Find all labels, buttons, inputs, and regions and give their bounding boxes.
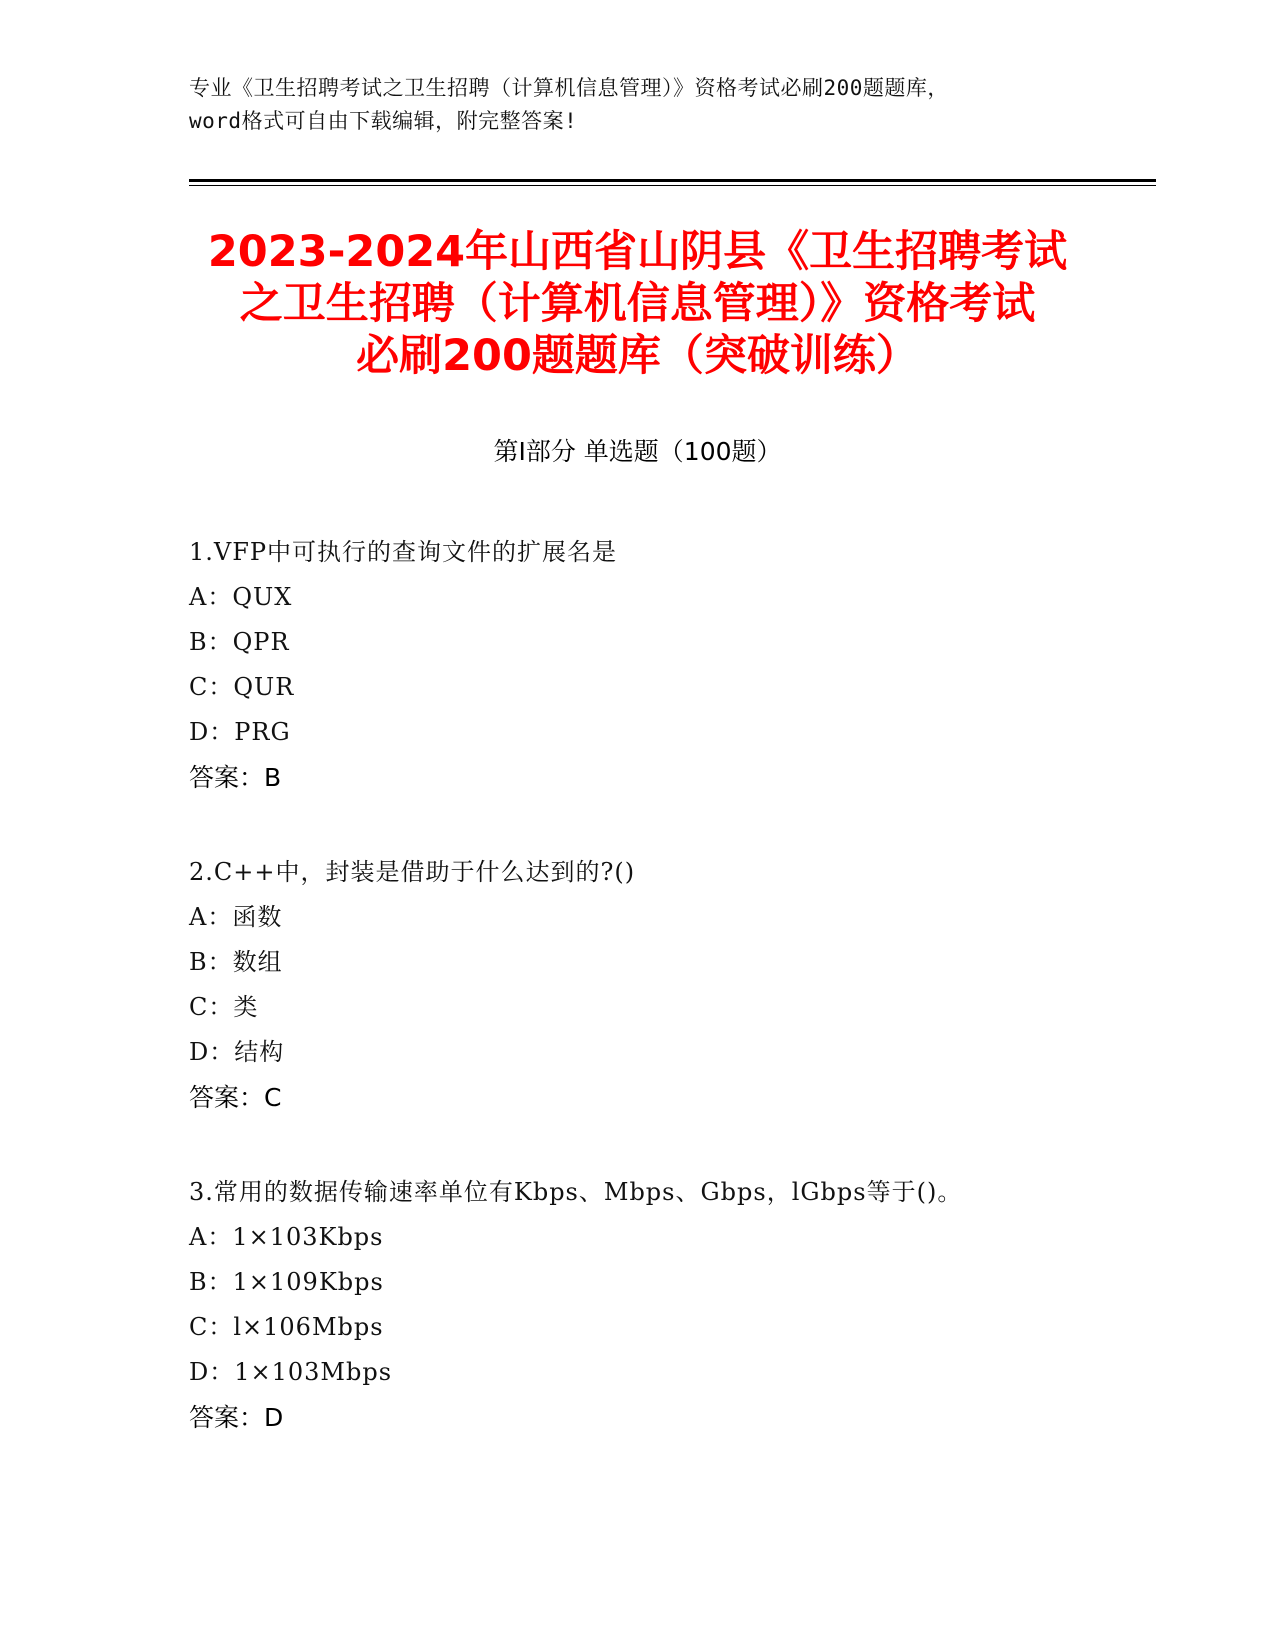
question-option-a: A：QUX: [189, 583, 293, 611]
header-note-line-2: word格式可自由下载编辑，附完整答案!: [189, 109, 578, 133]
question-option-d: D：结构: [189, 1038, 285, 1066]
section-heading: 第Ⅰ部分 单选题（100题）: [493, 437, 782, 466]
question-option-d: D：1×103Mbps: [189, 1358, 393, 1386]
header-divider-thin: [189, 185, 1156, 186]
question-option-d: D：PRG: [189, 718, 291, 746]
document-title: [160, 226, 1115, 382]
question-option-a: A：1×103Kbps: [189, 1223, 384, 1251]
question-item: [189, 530, 1149, 800]
question-option-b: B：QPR: [189, 628, 290, 656]
question-option-a: A：函数: [189, 903, 283, 931]
document-title-line-2: 之卫生招聘（计算机信息管理）》资格考试: [239, 279, 1036, 329]
question-item: [189, 850, 1149, 1120]
question-answer: 答案：D: [189, 1403, 284, 1432]
document-title-line-3: 必刷200题题库（突破训练）: [356, 331, 919, 381]
question-option-c: C：类: [189, 993, 259, 1021]
question-answer: 答案：C: [189, 1083, 282, 1112]
header-note: [189, 72, 1089, 138]
header-divider-thick: [189, 179, 1156, 182]
question-answer: 答案：B: [189, 763, 282, 792]
document-title-line-1: 2023-2024年山西省山阴县《卫生招聘考试: [207, 227, 1068, 277]
question-stem: 2.C++中，封装是借助于什么达到的?(): [189, 858, 636, 886]
question-option-c: C：l×106Mbps: [189, 1313, 384, 1341]
header-note-line-1: 专业《卫生招聘考试之卫生招聘（计算机信息管理）》资格考试必刷200题题库，: [189, 76, 949, 100]
question-item: [189, 1170, 1149, 1440]
question-stem: 1.VFP中可执行的查询文件的扩展名是: [189, 538, 618, 566]
question-option-b: B：数组: [189, 948, 283, 976]
question-option-c: C：QUR: [189, 673, 295, 701]
question-list: [189, 530, 1149, 1490]
question-stem: 3.常用的数据传输速率单位有Kbps、Mbps、Gbps，lGbps等于()。: [189, 1178, 963, 1206]
question-option-b: B：1×109Kbps: [189, 1268, 384, 1296]
